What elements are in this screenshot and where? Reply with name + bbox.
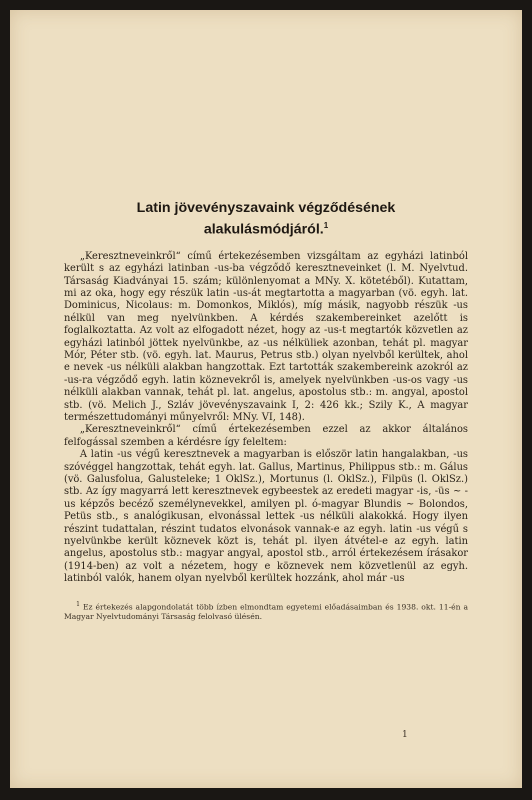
title-line-2: alakulásmódjáról. — [203, 221, 324, 238]
document-page — [10, 10, 522, 788]
document-body — [64, 200, 468, 622]
paragraph-2: „Keresztneveinkről“ című értekezésemben ezzel az akkor általános felfogással szemben a kérdésre így feleltem: — [64, 424, 468, 448]
title-line-1: Latin jövevényszavaink végződésének — [136, 200, 396, 216]
page-number: 1 — [402, 730, 408, 740]
footnote-text: Ez értekezés alapgondolatát több ízben elmondtam egyetemi előadásaimban és 1938. okt. 11-én a Magyar Nyelvtudományi Társaság felolvasó ülésén. — [64, 602, 468, 622]
paragraph-3: A latin -us végű keresztnevek a magyarban is először latin hangalakban, -us szóvéggel hangzottak, tehát egyh. lat. Gallus, Martinus, Philippus stb.: m. Gálus (vö. Galusfolua, Galusteleke; 1 OklSz.), Mortunus (l. OklSz.), Filpüs (l. OklSz.) stb. Az így magyarrá lett keresztnevek egybeestek az eredeti magyar -is, -üs ~ -us képzős becéző személynevekkel, amilyen pl. ó-magyar Blundis ~ Bolondos, Petüs stb., s analógikusan, elvonással lettek -us nélküli alakokká. Hogy ilyen részint tudattalan, részint tudatos elvonások vannak-e az egyh. latin -us végű s nyelvünkbe került köznevek közt is, tehát pl. ilyen átvétel-e az egyh. latin angelus, apostolus stb.: magyar angyal, apostol stb., arról értekezésem írásakor (1914-ben) az volt a nézetem, hogy e köznevek nem közvetlenül az egyh. latinból valók, hanem olyan nyelvből kerültek hozzánk, ahol már -us — [64, 449, 468, 585]
footnote-mark: 1 — [76, 600, 80, 608]
paragraph-1: „Keresztneveinkről“ című értekezésemben vizsgáltam az egyházi latinból került s az egyházi latinban -us-ba végződő keresztneveinket (l. M. Nyelvtud. Társaság Kiadványai 15. szám; különlenyomat a MNy. X. kötetéből). Kutattam, mi az oka, hogy egy részük latin -us-át megtartotta a magyarban (vö. egyh. lat. Dominicus, Nicolaus: m. Domonkos, Miklós), míg másik, nagyobb részük -us nélkül van meg nyelvünkben. A kérdés szakembereinket azelőtt is foglalkoztatta. Az volt az elfogadott nézet, hogy az -us-t megtartók közvetlen az egyházi latinból jöttek nyelvünkbe, az -us nélküliek azonban, tehát pl. magyar Mór, Péter stb. (vö. egyh. lat. Maurus, Petrus stb.) olyan nyelvből kerültek, ahol e nevek -us nélküli alakban hangzottak. Ezt tartották szakembereink azokról az -us-ra végződő egyh. latin köznevekről is, amelyek nyelvünkben -us-os vagy -us nélküli alakban vannak, tehát pl. lat. angelus, apostolus stb.: m. angyal, apostol stb. (vö. Melich J., Szláv jövevényszavaink I, 2: 426 kk.; Szily K., A magyar természettudományi műnyelvről: MNy. VI, 148). — [64, 250, 468, 424]
title-footnote-mark: 1 — [323, 221, 329, 230]
document-title — [64, 200, 468, 239]
footnote — [64, 600, 468, 623]
